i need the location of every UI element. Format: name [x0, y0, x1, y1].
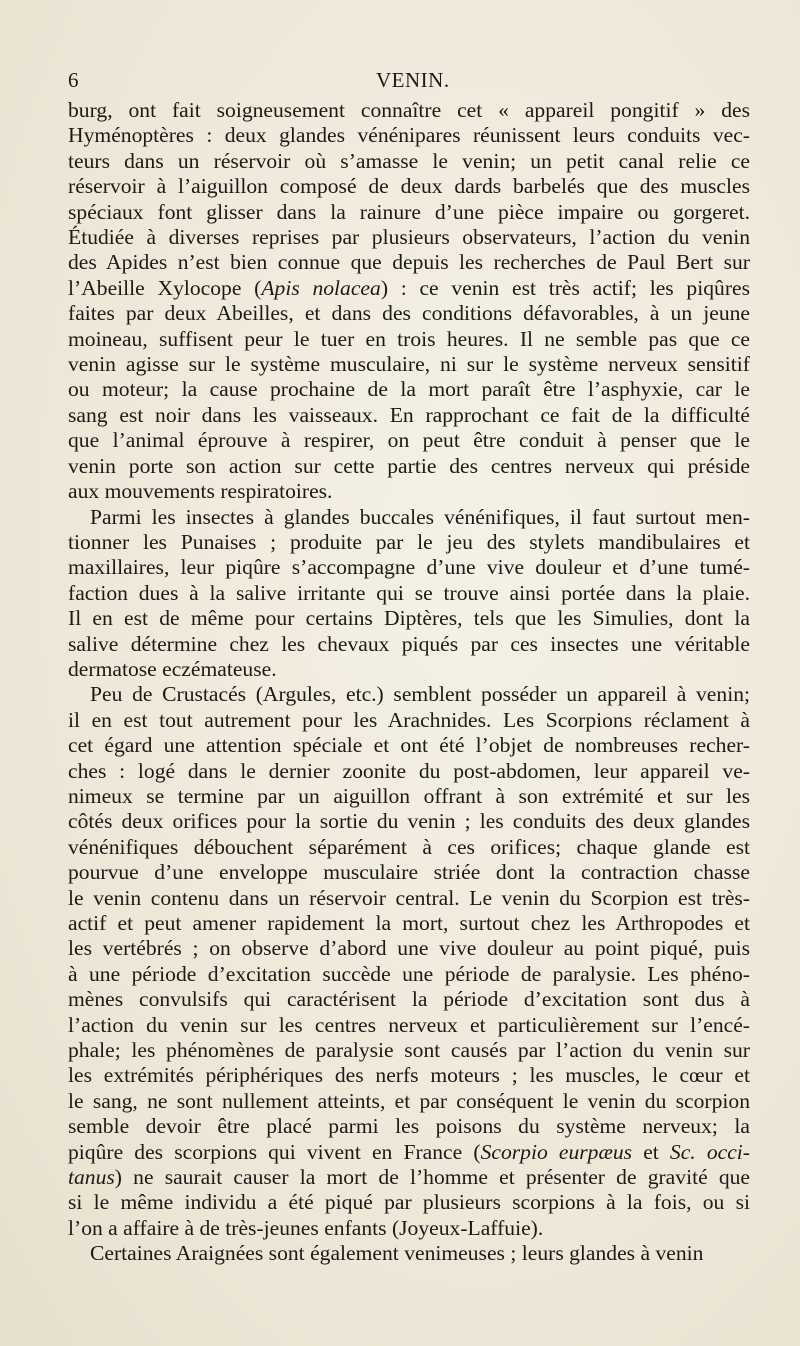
text-line: piqûre des scorpions qui vivent en France (Scorpio eurpæus et Sc. occi- — [68, 1139, 750, 1164]
text-line: venin agisse sur le système musculaire, ni sur le système nerveux sensitif — [68, 352, 750, 377]
text-line: vénénifiques débouchent séparément à ces orifices; chaque glande est — [68, 834, 750, 859]
text-line: sang est noir dans les vaisseaux. En rapprochant ce fait de la difficulté — [68, 402, 750, 427]
text-line: cet égard une attention spéciale et ont été l’objet de nombreuses recher- — [68, 733, 750, 758]
text-line: pourvue d’une enveloppe musculaire striée dont la contraction chasse — [68, 860, 750, 885]
text-line: l’Abeille Xylocope (Apis nolacea) : ce venin est très actif; les piqûres — [68, 275, 750, 300]
text-line: réservoir à l’aiguillon composé de deux dards barbelés que des muscles — [68, 174, 750, 199]
paragraph — [68, 1241, 750, 1266]
text-line: que l’animal éprouve à respirer, on peut être conduit à penser que le — [68, 428, 750, 453]
text-line: ou moteur; la cause prochaine de la mort paraît être l’asphyxie, car le — [68, 377, 750, 402]
text-line: ches : logé dans le dernier zoonite du post-abdomen, leur appareil ve- — [68, 758, 750, 783]
text-line: côtés deux orifices pour la sortie du venin ; les conduits des deux glandes — [68, 809, 750, 834]
text-line: Hyménoptères : deux glandes vénénipares réunissent leurs conduits vec- — [68, 123, 750, 148]
paragraph — [68, 505, 750, 683]
text-line: aux mouvements respiratoires. — [68, 479, 333, 504]
text-line: si le même individu a été piqué par plusieurs scorpions à la fois, ou si — [68, 1190, 750, 1215]
text-line: l’on a affaire à de très-jeunes enfants (Joyeux-Laffuie). — [68, 1215, 544, 1240]
book-page — [68, 64, 750, 1267]
text-line: Étudiée à diverses reprises par plusieurs observateurs, l’action du venin — [68, 225, 750, 250]
text-line: les vertébrés ; on observe d’abord une vive douleur au point piqué, puis — [68, 936, 750, 961]
text-line: le venin contenu dans un réservoir central. Le venin du Scorpion est très- — [68, 885, 750, 910]
text-line: à une période d’excitation succède une période de paralysie. Les phéno- — [68, 961, 750, 986]
text-line: les extrémités périphériques des nerfs moteurs ; les muscles, le cœur et — [68, 1063, 750, 1088]
body-text — [68, 98, 750, 1267]
text-line: il en est tout autrement pour les Arachnides. Les Scorpions réclament à — [68, 707, 750, 732]
text-line: Peu de Crustacés (Argules, etc.) semblent posséder un appareil à venin; — [90, 682, 750, 707]
text-line: des Apides n’est bien connue que depuis les recherches de Paul Bert sur — [68, 250, 750, 275]
text-line: faction dues à la salive irritante qui se trouve ainsi portée dans la plaie. — [68, 580, 750, 605]
text-line: salive détermine chez les chevaux piqués par ces insectes une véritable — [68, 631, 750, 656]
text-line: Certaines Araignées sont également venimeuses ; leurs glandes à venin — [90, 1241, 704, 1266]
text-line: l’action du venin sur les centres nerveux et particulièrement sur l’encé- — [68, 1012, 750, 1037]
running-head — [68, 64, 750, 98]
text-line: tanus) ne saurait causer la mort de l’homme et présenter de gravité que — [68, 1165, 750, 1190]
paragraph — [68, 682, 750, 1241]
text-line: moineau, suffisent peur le tuer en trois heures. Il ne semble pas que ce — [68, 326, 750, 351]
text-line: maxillaires, leur piqûre s’accompagne d’une vive douleur et d’une tumé- — [68, 555, 750, 580]
text-line: phale; les phénomènes de paralysie sont causés par l’action du venin sur — [68, 1038, 750, 1063]
text-line: Il en est de même pour certains Diptères, tels que les Simulies, dont la — [68, 606, 750, 631]
text-line: spéciaux font glisser dans la rainure d’une pièce impaire ou gorgeret. — [68, 199, 750, 224]
text-line: venin porte son action sur cette partie des centres nerveux qui préside — [68, 453, 750, 478]
text-line: burg, ont fait soigneusement connaître cet « appareil pongitif » des — [68, 98, 750, 122]
paragraph — [68, 98, 750, 505]
text-line: tionner les Punaises ; produite par le jeu des stylets mandibulaires et — [68, 529, 750, 554]
text-line: nimeux se termine par un aiguillon offrant à son extrémité et sur les — [68, 783, 750, 808]
text-line: mènes convulsifs qui caractérisent la période d’excitation sont dus à — [68, 987, 750, 1012]
text-line: teurs dans un réservoir où s’amasse le venin; un petit canal relie ce — [68, 148, 750, 173]
text-line: dermatose eczémateuse. — [68, 656, 277, 681]
text-line: le sang, ne sont nullement atteints, et par conséquent le venin du scorpion — [68, 1088, 750, 1113]
page-number: 6 — [68, 68, 79, 92]
text-line: semble devoir être placé parmi les poisons du système nerveux; la — [68, 1114, 750, 1139]
text-line: faites par deux Abeilles, et dans des conditions défavorables, à un jeune — [68, 301, 750, 326]
running-title: VENIN. — [376, 68, 450, 92]
text-line: actif et peut amener rapidement la mort, surtout chez les Arthropodes et — [68, 911, 750, 935]
text-line: Parmi les insectes à glandes buccales vénénifiques, il faut surtout men- — [90, 504, 750, 529]
